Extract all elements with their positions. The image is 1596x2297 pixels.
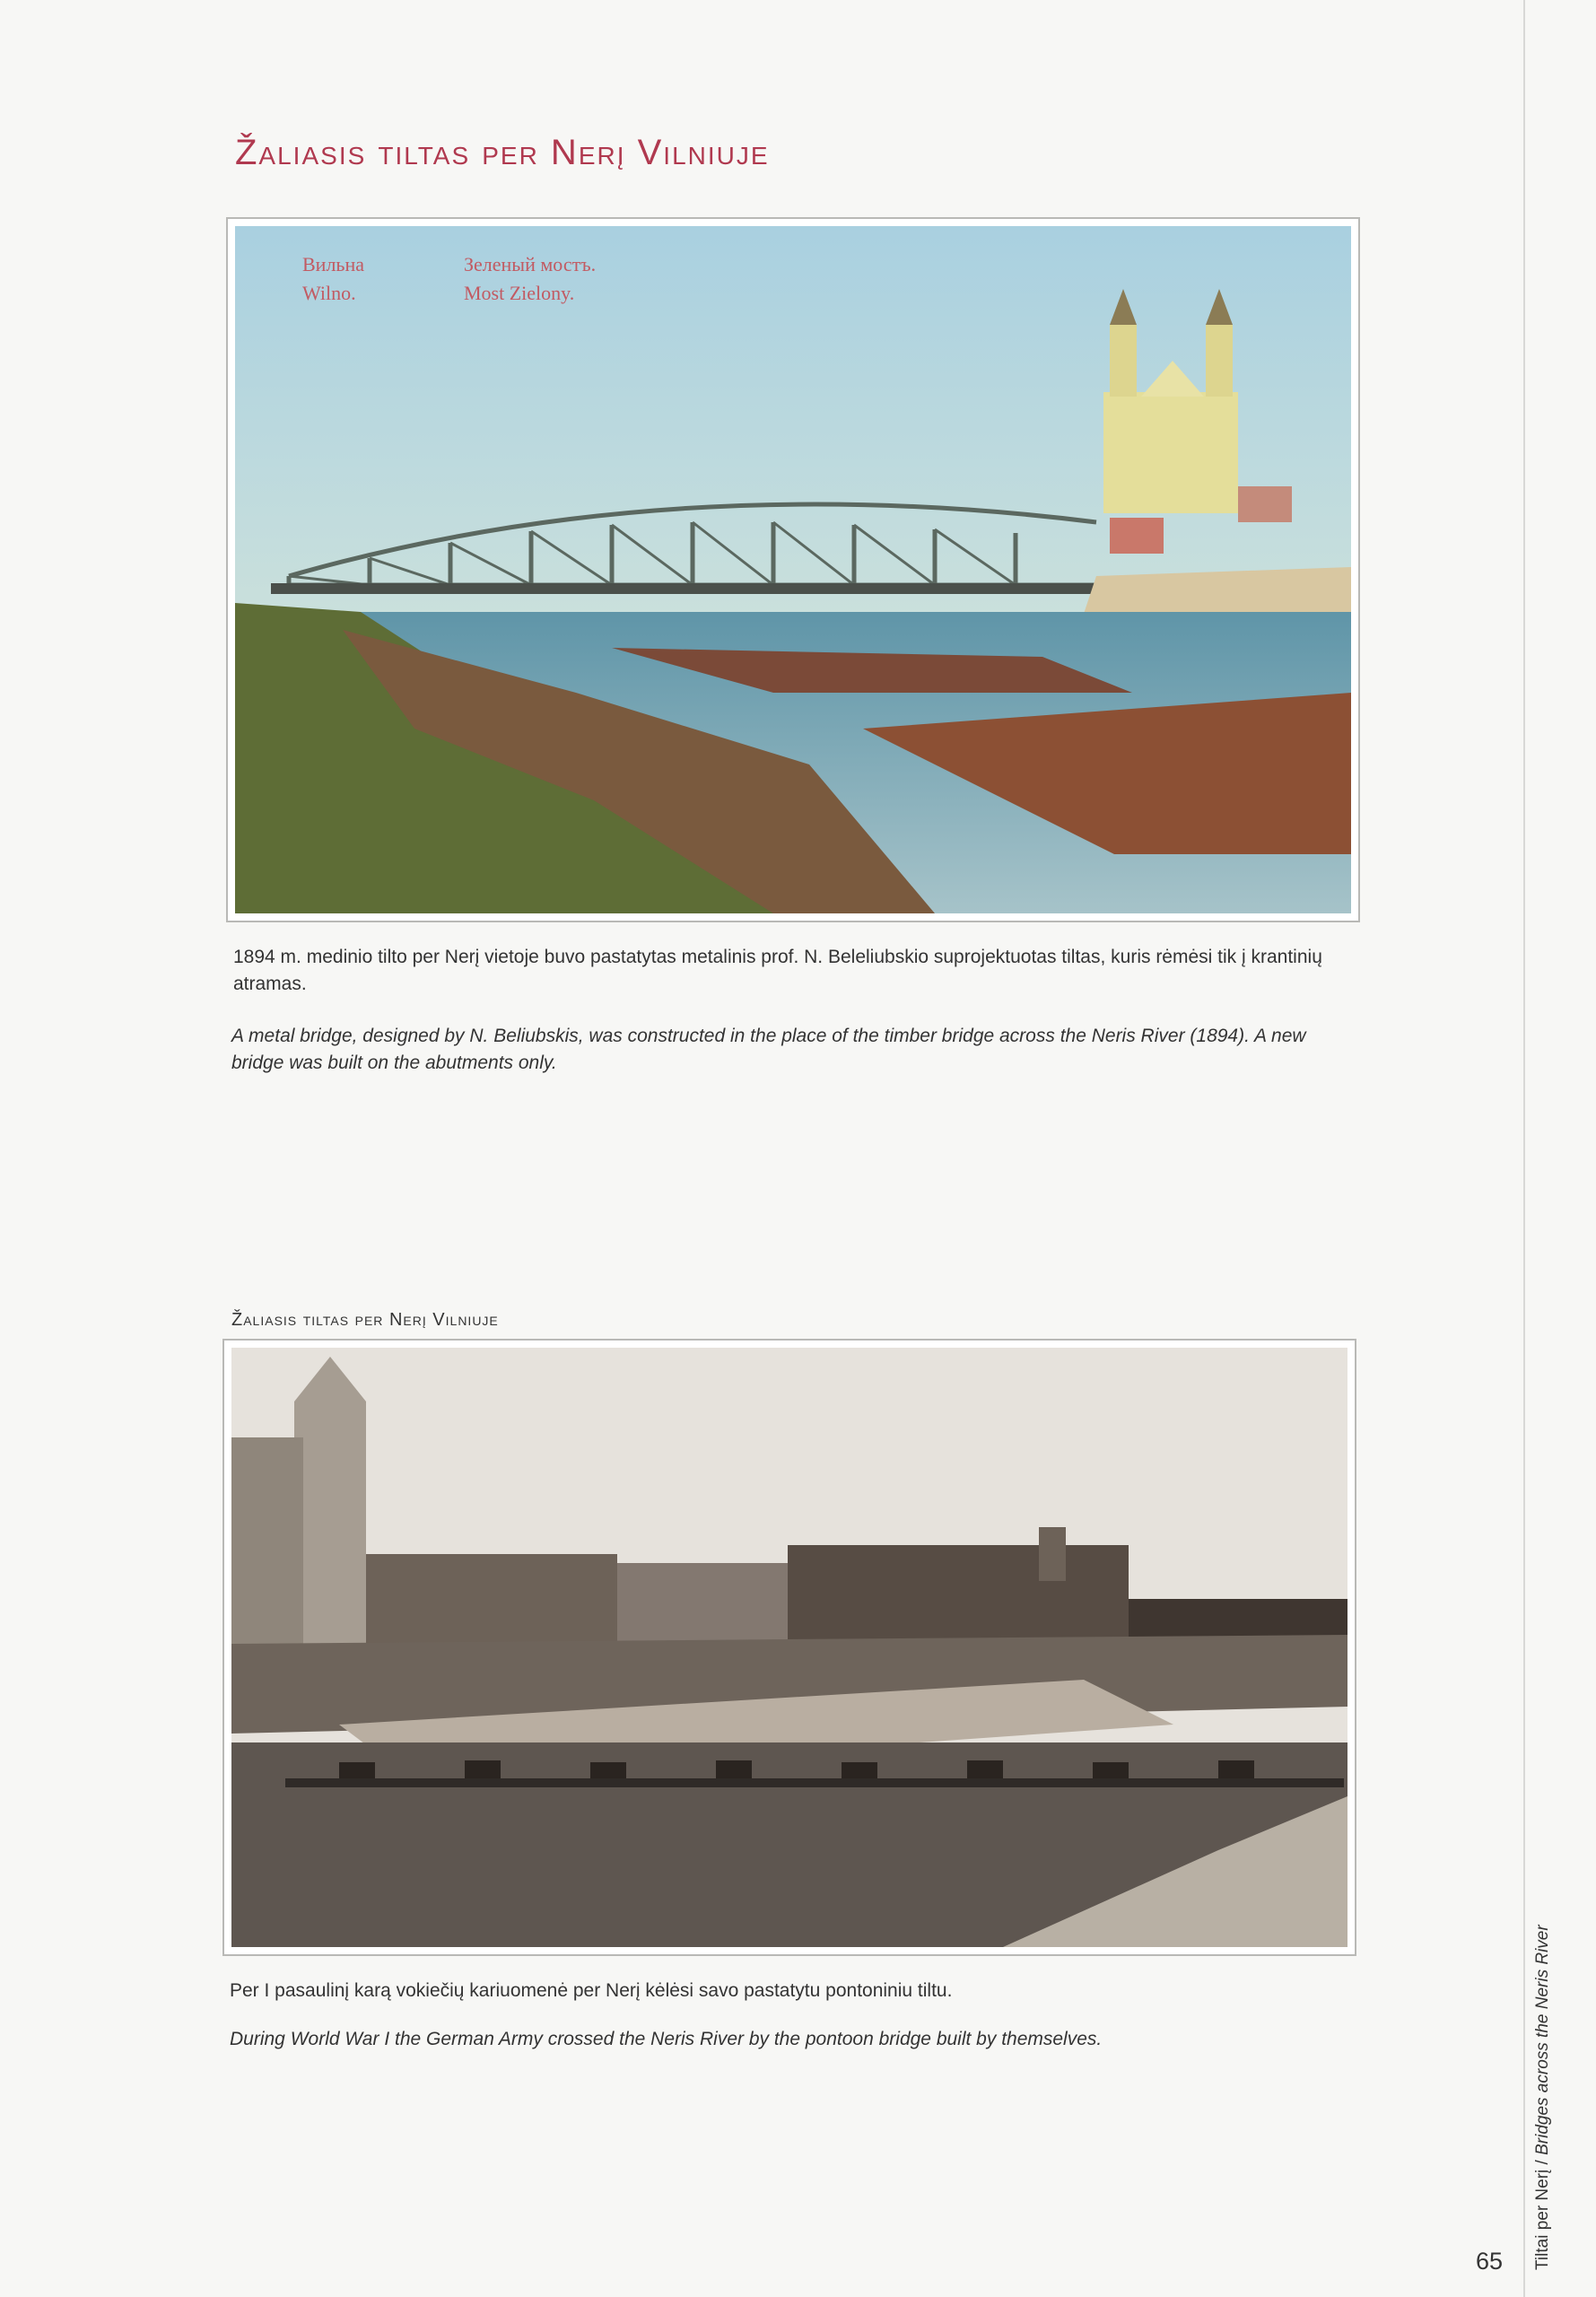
postcard-name-pl: Most Zielony. bbox=[464, 282, 575, 304]
photo2-caption-en: During World War I the German Army crossed the Neris River by the pontoon bridge built by themselves. bbox=[230, 2029, 1103, 2049]
page-number: 65 bbox=[1476, 2248, 1504, 2275]
postcard-city-ru: Вильна bbox=[302, 253, 364, 275]
postcard-name-ru: Зеленый мостъ. bbox=[464, 253, 597, 275]
postcard-photo-green-bridge bbox=[226, 217, 1360, 922]
running-title-lt: Tiltai per Nerį bbox=[1533, 2169, 1552, 2270]
page-title: Žaliasis tiltas per Nerį Vilniuje bbox=[235, 133, 770, 172]
section-title: Žaliasis tiltas per Nerį Vilniuje bbox=[231, 1310, 499, 1330]
running-title-en: Bridges across the Neris River bbox=[1533, 1925, 1552, 2155]
postcard-city-pl: Wilno. bbox=[302, 282, 356, 304]
photo2-caption-lt: Per I pasaulinį karą vokiečių kariuomenė per Nerį kėlėsi savo pastatytu pontoniniu tiltu. bbox=[230, 1980, 953, 2001]
sepia-photo-pontoon-bridge bbox=[222, 1339, 1356, 1956]
running-title-vertical bbox=[1525, 1925, 1561, 2270]
pontoon-bridge-deck-shape bbox=[285, 1778, 1344, 1787]
bridge-deck-shape bbox=[271, 583, 1114, 594]
bridge-postcard-illustration bbox=[235, 226, 1351, 913]
running-title-separator: / bbox=[1533, 2154, 1552, 2170]
photo1-caption-en: A metal bridge, designed by N. Beliubskis, was constructed in the place of the timber bridge across the Neris River (1894). A new bridge was built on the abutments only. bbox=[231, 1026, 1306, 1073]
page-edge-line bbox=[1523, 0, 1525, 2297]
photo1-caption-lt: 1894 m. medinio tilto per Nerį vietoje buvo pastatytas metalinis prof. N. Beleliubskio suprojektuotas tiltas, kuris rėmėsi tik į krantinių atramas. bbox=[233, 947, 1322, 994]
pontoon-bridge-illustration bbox=[231, 1348, 1347, 1947]
